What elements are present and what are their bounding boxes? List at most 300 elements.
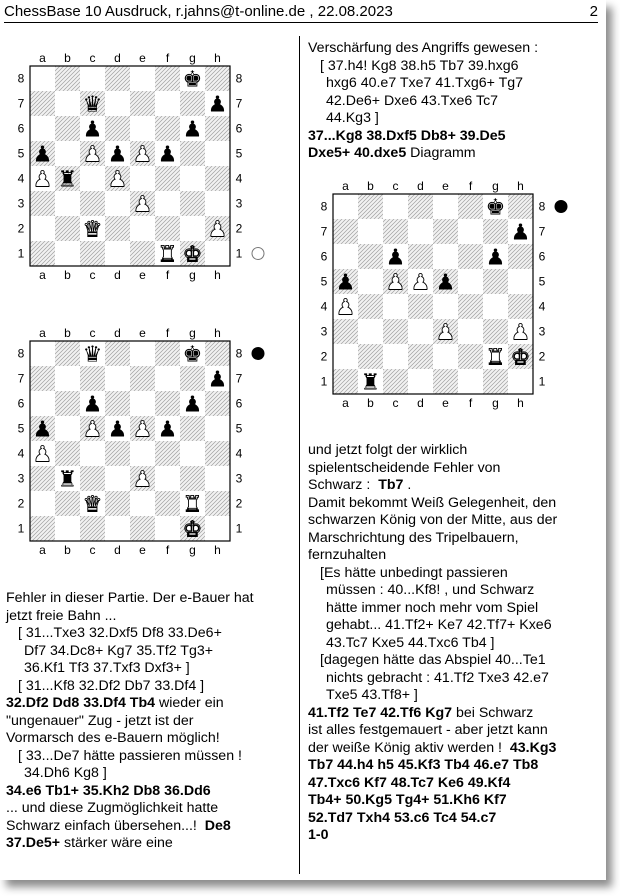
rank-label: 6 [235,396,243,411]
dark-square [483,319,508,344]
dark-square [433,369,458,394]
rank-label: 8 [235,71,243,86]
variation-line: 43.Tc7 Kxe5 44.Txc6 Tb4 ] [326,634,495,651]
dark-square [105,391,130,416]
file-label: g [189,326,196,340]
light-square [30,391,55,416]
black-pawn-icon: ♟ [510,220,531,246]
dark-square [205,166,230,191]
light-square [55,191,80,216]
dark-square [180,416,205,441]
dark-square [408,294,433,319]
light-square [105,466,130,491]
variation-line: [ 33...De7 hätte passieren müssen ! [18,747,242,764]
chess-diagram-3 [315,178,573,410]
light-square [130,66,155,91]
variation-line: [dagegen hätte das Abspiel 40...Te1 [320,652,546,668]
black-king-icon: ♚ [485,195,506,221]
white-pawn-icon: ♟ [132,192,153,218]
dark-square [155,441,180,466]
dark-square [155,341,180,366]
rank-label: 1 [320,374,328,389]
dark-square [483,369,508,394]
file-label: e [139,543,146,557]
white-pawn-icon: ♟ [410,270,431,296]
rank-label: 8 [235,346,243,361]
file-label: h [214,51,221,65]
dark-square [155,216,180,241]
light-square [130,391,155,416]
file-label: h [517,179,524,193]
dark-square [458,294,483,319]
file-label: f [468,396,473,410]
dark-square [383,319,408,344]
light-square [80,166,105,191]
rank-label: 6 [17,396,25,411]
light-square [55,91,80,116]
light-square [105,91,130,116]
white-pawn-icon: ♟ [107,167,128,193]
dark-square [358,194,383,219]
move-line [6,818,296,836]
dark-square [408,344,433,369]
light-square [333,244,358,269]
rank-label: 1 [17,246,25,261]
variation-line: müssen : 40...Kf8! , und Schwarz [326,582,535,598]
white-king-icon: ♚ [510,345,531,371]
dark-square [105,341,130,366]
text-line: Vormarsch des e-Bauern möglich! [6,730,220,746]
light-square [130,216,155,241]
light-square [433,294,458,319]
black-king-icon: ♚ [182,342,203,368]
text-line: spielentscheidende Fehler von [308,459,501,476]
side-to-move-icon [252,348,264,360]
file-label: c [89,51,96,65]
main-moves: De8 [204,817,231,834]
file-label: b [367,179,374,193]
rank-label: 8 [17,346,25,361]
file-label: d [114,543,121,557]
variation-line: 36.Kf1 Tf3 37.Txf3 Dxf3+ ] [24,660,190,676]
dark-square [55,341,80,366]
rank-label: 4 [235,171,243,186]
file-label: a [342,179,349,193]
dark-square [205,116,230,141]
white-rook-icon: ♜ [157,242,178,268]
light-square [408,319,433,344]
dark-square [130,91,155,116]
light-square [433,344,458,369]
dark-square [55,116,80,141]
variation-line: [ 31...Kf8 32.Df2 Db7 33.Df4 ] [18,677,205,694]
rank-label: 3 [17,471,25,486]
rank-label: 8 [538,199,546,214]
white-pawn-icon: ♟ [207,217,228,243]
black-rook-icon: ♜ [57,167,78,193]
rank-label: 3 [538,324,546,339]
main-moves: 37...Kg8 38.Dxf5 Db8+ 39.De5 [308,127,506,144]
file-label: h [214,268,221,282]
rank-label: 3 [235,471,243,486]
file-label: d [114,268,121,282]
light-square [333,344,358,369]
white-pawn-icon: ♟ [510,320,531,346]
dark-square [80,466,105,491]
rank-label: 3 [235,196,243,211]
black-pawn-icon: ♟ [157,142,178,168]
rank-label: 6 [17,121,25,136]
light-square [30,491,55,516]
comment: der weiße König aktiv werden ! [308,739,502,756]
file-label: a [342,396,349,410]
chessboard-svg [315,178,573,410]
file-label: b [64,51,71,65]
white-king-icon: ♚ [182,517,203,543]
light-square [358,269,383,294]
text-line: ... und diese Zugmöglichkeit hatte [6,800,219,816]
dark-square [483,219,508,244]
dark-square [205,441,230,466]
rank-label: 7 [235,371,243,386]
file-label: h [517,396,524,410]
light-square [55,416,80,441]
light-square [458,319,483,344]
rank-label: 5 [235,146,243,161]
dark-square [30,516,55,541]
dark-square [458,244,483,269]
file-label: f [165,268,170,282]
light-square [180,441,205,466]
dark-square [205,491,230,516]
light-square [155,466,180,491]
right-column-bottom-text [308,442,602,845]
side-to-move-icon [555,201,567,213]
light-square [30,341,55,366]
dark-square [458,344,483,369]
black-king-icon: ♚ [182,67,203,93]
black-pawn-icon: ♟ [485,245,506,271]
file-label: b [64,543,71,557]
move-line [308,477,602,495]
main-moves: Tb4+ 50.Kg5 Tg4+ 51.Kh6 Kf7 [308,792,507,808]
dark-square [55,441,80,466]
main-moves: Dxe5+ 40.dxe5 [308,145,407,161]
rank-label: 5 [17,421,25,436]
dark-square [180,366,205,391]
light-square [30,216,55,241]
rank-label: 5 [538,274,546,289]
dark-square [205,391,230,416]
dark-square [55,491,80,516]
light-square [483,294,508,319]
light-square [105,191,130,216]
rank-label: 2 [235,496,243,511]
dark-square [105,66,130,91]
rank-label: 4 [235,446,243,461]
dark-square [55,216,80,241]
dark-square [508,244,533,269]
variation-line: 42.De6+ Dxe6 43.Txe6 Tc7 [326,92,499,109]
dark-square [433,219,458,244]
rank-label: 6 [320,249,328,264]
rank-label: 6 [538,249,546,264]
right-column-top-text [308,40,602,163]
white-rook-icon: ♜ [182,492,203,518]
dark-square [80,516,105,541]
file-label: f [165,326,170,340]
dark-square [80,241,105,266]
light-square [508,269,533,294]
light-square [383,344,408,369]
black-queen-icon: ♛ [82,92,103,118]
light-square [30,116,55,141]
light-square [180,216,205,241]
move-line [308,705,602,723]
black-pawn-icon: ♟ [157,417,178,443]
rank-label: 7 [17,371,25,386]
dark-square [483,269,508,294]
text-line: Damit bekommt Weiß Gelegenheit, den [308,494,557,511]
light-square [205,466,230,491]
rank-label: 6 [235,121,243,136]
light-square [130,441,155,466]
black-pawn-icon: ♟ [82,392,103,418]
light-square [205,141,230,166]
black-pawn-icon: ♟ [182,117,203,143]
light-square [433,244,458,269]
light-square [205,191,230,216]
black-rook-icon: ♜ [57,467,78,493]
black-pawn-icon: ♟ [335,270,356,296]
variation-line: Txe5 43.Tf8+ ] [326,687,418,703]
main-moves: Tb7 [378,477,404,493]
dark-square [180,466,205,491]
dark-square [80,366,105,391]
light-square [358,219,383,244]
rank-label: 8 [17,71,25,86]
rank-label: 7 [320,224,328,239]
dark-square [105,116,130,141]
light-square [358,319,383,344]
variation-line: gehabt... 41.Tf2+ Ke7 42.Tf7+ Kxe6 [326,617,552,633]
file-label: c [392,396,399,410]
chess-diagram-1 [12,50,270,282]
light-square [130,116,155,141]
file-label: d [114,326,121,340]
light-square [383,294,408,319]
result: 1-0 [308,827,329,843]
light-square [333,194,358,219]
rank-label: 1 [235,521,243,536]
comment: Schwarz : [308,477,375,493]
left-column-text [6,590,296,853]
black-pawn-icon: ♟ [82,117,103,143]
black-rook-icon: ♜ [360,370,381,396]
rank-label: 4 [17,446,25,461]
dark-square [333,219,358,244]
dark-square [105,441,130,466]
main-moves: 32.Df2 Dd8 33.Df4 Tb4 [6,695,156,711]
file-label: f [165,51,170,65]
dark-square [55,66,80,91]
dark-square [155,491,180,516]
file-label: a [39,51,46,65]
white-pawn-icon: ♟ [335,295,356,321]
file-label: e [139,51,146,65]
file-label: a [39,268,46,282]
white-pawn-icon: ♟ [385,270,406,296]
dark-square [30,191,55,216]
file-label: e [139,268,146,282]
light-square [155,91,180,116]
text-line: ist alles festgemauert - aber jetzt kann [308,722,548,738]
rank-label: 2 [17,221,25,236]
light-square [155,516,180,541]
dark-square [30,466,55,491]
light-square [508,369,533,394]
light-square [458,369,483,394]
header-title: ChessBase 10 Ausdruck, r.jahns@t-online.de , 22.08.2023 [4,3,393,20]
page-number: 2 [589,3,598,20]
dark-square [30,366,55,391]
light-square [155,191,180,216]
dark-square [30,91,55,116]
dark-square [105,216,130,241]
main-moves: 43.Kg3 [509,739,557,756]
text-line: Marschrichtung des Tripelbauern, [308,529,519,546]
light-square [55,516,80,541]
file-label: a [39,326,46,340]
rank-label: 2 [17,496,25,511]
rank-label: 7 [538,224,546,239]
dark-square [55,391,80,416]
white-pawn-icon: ♟ [82,417,103,443]
text-line: und jetzt folgt der wirklich [308,442,468,458]
dark-square [155,166,180,191]
variation-line: hätte immer noch mehr vom Spiel [326,599,539,616]
file-label: h [214,326,221,340]
rank-label: 5 [17,146,25,161]
variation-line: [ 31...Txe3 32.Dxf5 Df8 33.De6+ [18,625,222,641]
rank-label: 1 [17,521,25,536]
black-queen-icon: ♛ [82,342,103,368]
dark-square [155,391,180,416]
rank-label: 5 [235,421,243,436]
light-square [80,441,105,466]
rank-label: 2 [235,221,243,236]
file-label: g [189,268,196,282]
dark-square [383,219,408,244]
chessboard-svg [12,325,270,557]
file-label: b [367,396,374,410]
file-label: d [417,179,424,193]
file-label: f [468,179,473,193]
white-pawn-icon: ♟ [82,142,103,168]
dark-square [358,344,383,369]
light-square [105,241,130,266]
file-label: f [165,543,170,557]
light-square [155,366,180,391]
white-pawn-icon: ♟ [32,442,53,468]
dark-square [130,241,155,266]
file-label: e [139,326,146,340]
dark-square [105,491,130,516]
main-moves: Tb7 44.h4 h5 45.Kf3 Tb4 46.e7 Tb8 [308,757,539,773]
light-square [408,219,433,244]
variation-line: 34.Dh6 Kg8 ] [24,765,107,781]
rank-label: 4 [320,299,328,314]
side-to-move-icon [252,248,264,260]
main-moves: 37.De5+ [6,835,61,851]
white-pawn-icon: ♟ [132,142,153,168]
light-square [80,66,105,91]
comment: bei Schwarz [452,704,534,721]
rank-label: 8 [320,199,328,214]
comment: wieder ein [155,695,224,711]
variation-line: hxg6 40.e7 Txe7 41.Txg6+ Tg7 [326,75,524,91]
dark-square [180,191,205,216]
file-label: h [214,543,221,557]
rank-label: 1 [538,374,546,389]
main-moves: 34.e6 Tb1+ 35.Kh2 Db8 36.Dd6 [6,782,211,799]
black-pawn-icon: ♟ [32,142,53,168]
file-label: g [189,543,196,557]
light-square [433,194,458,219]
light-square [55,141,80,166]
file-label: c [89,543,96,557]
rank-label: 4 [17,171,25,186]
text-line: fernzuhalten [308,547,387,563]
light-square [130,341,155,366]
file-label: b [64,326,71,340]
page-header [4,2,598,23]
light-square [30,66,55,91]
text-line: Fehler in dieser Partie. Der e-Bauer hat [6,590,254,606]
file-label: d [417,396,424,410]
rank-label: 7 [17,96,25,111]
comment: Diagramm [406,145,476,161]
file-label: a [39,543,46,557]
dark-square [180,91,205,116]
file-label: c [89,268,96,282]
light-square [408,369,433,394]
variation-line: 44.Kg3 ] [326,110,379,126]
file-label: e [442,396,449,410]
column-divider [299,36,300,874]
white-rook-icon: ♜ [485,345,506,371]
rank-label: 5 [320,274,328,289]
white-king-icon: ♚ [182,242,203,268]
move-line [308,145,602,163]
light-square [130,491,155,516]
dark-square [508,294,533,319]
file-label: g [492,179,499,193]
light-square [205,241,230,266]
file-label: c [392,179,399,193]
light-square [383,194,408,219]
black-pawn-icon: ♟ [107,142,128,168]
text-line: schwarzen König von der Mitte, aus der [308,512,558,528]
variation-line: nichts gebracht : 41.Tf2 Txe3 42.e7 [326,669,549,686]
dark-square [130,516,155,541]
light-square [458,219,483,244]
move-line [308,740,602,758]
dark-square [508,194,533,219]
light-square [55,241,80,266]
text-line: Verschärfung des Angriffs gewesen : [308,40,539,56]
white-pawn-icon: ♟ [435,320,456,346]
